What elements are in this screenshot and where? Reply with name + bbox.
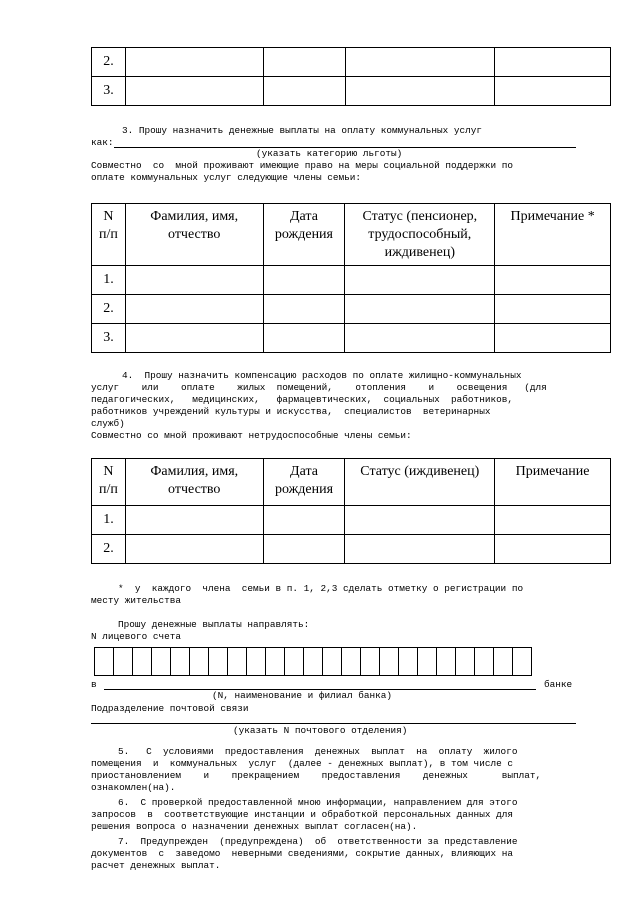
note-cell[interactable] — [495, 506, 611, 535]
header-status: Статус (иждивенец) — [345, 459, 495, 506]
dob-cell[interactable] — [263, 77, 345, 106]
account-digit-box[interactable] — [132, 647, 151, 676]
account-digit-box[interactable] — [455, 647, 474, 676]
header-number: N п/п — [92, 204, 126, 266]
name-cell[interactable] — [125, 506, 263, 535]
footnote-line-1: * у каждого члена семьи в п. 1, 2,3 сделать отметку о регистрации по — [118, 583, 524, 594]
table-row — [92, 535, 611, 564]
account-digit-box[interactable] — [474, 647, 493, 676]
account-digit-box[interactable] — [379, 647, 398, 676]
table-header-row — [92, 204, 611, 266]
table-row — [92, 295, 611, 324]
account-digit-box[interactable] — [512, 647, 532, 676]
section5-line-3: приостановлением и прекращением предоставления денежных выплат, — [91, 770, 542, 781]
account-digit-box[interactable] — [398, 647, 417, 676]
row-number: 3. — [92, 324, 126, 353]
account-digit-box[interactable] — [417, 647, 436, 676]
family-members-table — [91, 203, 611, 353]
note-cell[interactable] — [495, 77, 611, 106]
account-digit-box[interactable] — [227, 647, 246, 676]
post-office-label: Подразделение почтовой связи — [91, 703, 249, 714]
account-digit-box[interactable] — [493, 647, 512, 676]
account-digit-box[interactable] — [265, 647, 284, 676]
dob-cell[interactable] — [263, 295, 345, 324]
note-cell[interactable] — [495, 324, 611, 353]
account-digit-box[interactable] — [322, 647, 341, 676]
post-office-caption: (указать N почтового отделения) — [233, 725, 408, 736]
section3-how-label: как: — [91, 137, 114, 148]
dob-cell[interactable] — [263, 266, 345, 295]
header-status: Статус (пенсионер, трудоспособный, иждивенец) — [345, 204, 495, 266]
row-number: 1. — [92, 506, 126, 535]
status-cell[interactable] — [345, 77, 495, 106]
account-digit-box[interactable] — [284, 647, 303, 676]
section5-line-2: помещения и коммунальных услуг (далее - денежных выплат), в том числе с — [91, 758, 513, 769]
header-dob: Дата рождения — [263, 459, 345, 506]
name-cell[interactable] — [125, 295, 263, 324]
section6-line-1: 6. С проверкой предоставленной мною информации, направлением для этого — [118, 797, 518, 808]
note-cell[interactable] — [495, 535, 611, 564]
section4-line-4: работников учреждений культуры и искусства, специалистов ветеринарных — [91, 406, 491, 417]
footnote-line-2: месту жительства — [91, 595, 182, 606]
post-office-field[interactable] — [91, 723, 576, 724]
section4-line-2: услуг или оплате жилых помещений, отопления и освещения (для — [91, 382, 547, 393]
status-cell[interactable] — [345, 48, 495, 77]
benefit-category-caption: (указать категорию льготы) — [256, 148, 403, 159]
table-row — [92, 77, 611, 106]
header-note: Примечание * — [495, 204, 611, 266]
header-note: Примечание — [495, 459, 611, 506]
account-number-boxes — [94, 647, 532, 676]
status-cell[interactable] — [345, 266, 495, 295]
row-number: 1. — [92, 266, 126, 295]
account-digit-box[interactable] — [113, 647, 132, 676]
row-number: 2. — [92, 48, 126, 77]
status-cell[interactable] — [345, 324, 495, 353]
section5-line-1: 5. С условиями предоставления денежных выплат на оплату жилого — [118, 746, 518, 757]
section7-line-2: документов с заведомо неверными сведениями, сокрытие данных, влияющих на — [91, 848, 513, 859]
name-cell[interactable] — [125, 77, 263, 106]
account-digit-box[interactable] — [189, 647, 208, 676]
section6-line-2: запросов в соответствующие инстанции и обработкой персональных данных для — [91, 809, 513, 820]
table-row — [92, 506, 611, 535]
account-digit-box[interactable] — [436, 647, 455, 676]
account-digit-box[interactable] — [170, 647, 189, 676]
table-previous-continuation — [91, 47, 611, 106]
section5-line-4: ознакомлен(на). — [91, 782, 176, 793]
account-digit-box[interactable] — [303, 647, 322, 676]
table-header-row — [92, 459, 611, 506]
header-name: Фамилия, имя, отчество — [125, 459, 263, 506]
account-digit-box[interactable] — [94, 647, 113, 676]
status-cell[interactable] — [345, 535, 495, 564]
account-digit-box[interactable] — [246, 647, 265, 676]
status-cell[interactable] — [345, 506, 495, 535]
dob-cell[interactable] — [263, 48, 345, 77]
table-row — [92, 324, 611, 353]
status-cell[interactable] — [345, 295, 495, 324]
section4-line-3: педагогических, медицинских, фармацевтических, социальных работников, — [91, 394, 513, 405]
section3-together-1: Совместно со мной проживают имеющие право на меры социальной поддержки по — [91, 160, 513, 171]
account-digit-box[interactable] — [151, 647, 170, 676]
account-number-label: N лицевого счета — [91, 631, 182, 642]
payment-direction-label: Прошу денежные выплаты направлять: — [118, 619, 310, 630]
dependents-table — [91, 458, 611, 564]
bank-prefix: в — [91, 679, 97, 690]
bank-suffix: банке — [544, 679, 573, 690]
dob-cell[interactable] — [263, 324, 345, 353]
section4-line-6: Совместно со мной проживают нетрудоспособные члены семьи: — [91, 430, 412, 441]
note-cell[interactable] — [495, 48, 611, 77]
header-name: Фамилия, имя, отчество — [125, 204, 263, 266]
header-number: N п/п — [92, 459, 126, 506]
section7-line-3: расчет денежных выплат. — [91, 860, 221, 871]
name-cell[interactable] — [125, 48, 263, 77]
section3-together-2: оплате коммунальных услуг следующие члены семьи: — [91, 172, 362, 183]
table-row — [92, 266, 611, 295]
account-digit-box[interactable] — [341, 647, 360, 676]
section4-line-1: 4. Прошу назначить компенсацию расходов по оплате жилищно-коммунальных — [122, 370, 522, 381]
account-digit-box[interactable] — [360, 647, 379, 676]
row-number: 2. — [92, 295, 126, 324]
bank-caption: (N, наименование и филиал банка) — [212, 690, 393, 701]
dob-cell[interactable] — [263, 535, 345, 564]
account-digit-box[interactable] — [208, 647, 227, 676]
section6-line-3: решения вопроса о назначении денежных выплат согласен(на). — [91, 821, 418, 832]
name-cell[interactable] — [125, 324, 263, 353]
name-cell[interactable] — [125, 266, 263, 295]
section4-line-5: служб) — [91, 418, 125, 429]
row-number: 3. — [92, 77, 126, 106]
note-cell[interactable] — [495, 266, 611, 295]
section3-intro: 3. Прошу назначить денежные выплаты на оплату коммунальных услуг — [122, 125, 483, 136]
row-number: 2. — [92, 535, 126, 564]
section7-line-1: 7. Предупрежден (предупреждена) об ответственности за представление — [118, 836, 518, 847]
name-cell[interactable] — [125, 535, 263, 564]
header-dob: Дата рождения — [263, 204, 345, 266]
table-row — [92, 48, 611, 77]
dob-cell[interactable] — [263, 506, 345, 535]
note-cell[interactable] — [495, 295, 611, 324]
